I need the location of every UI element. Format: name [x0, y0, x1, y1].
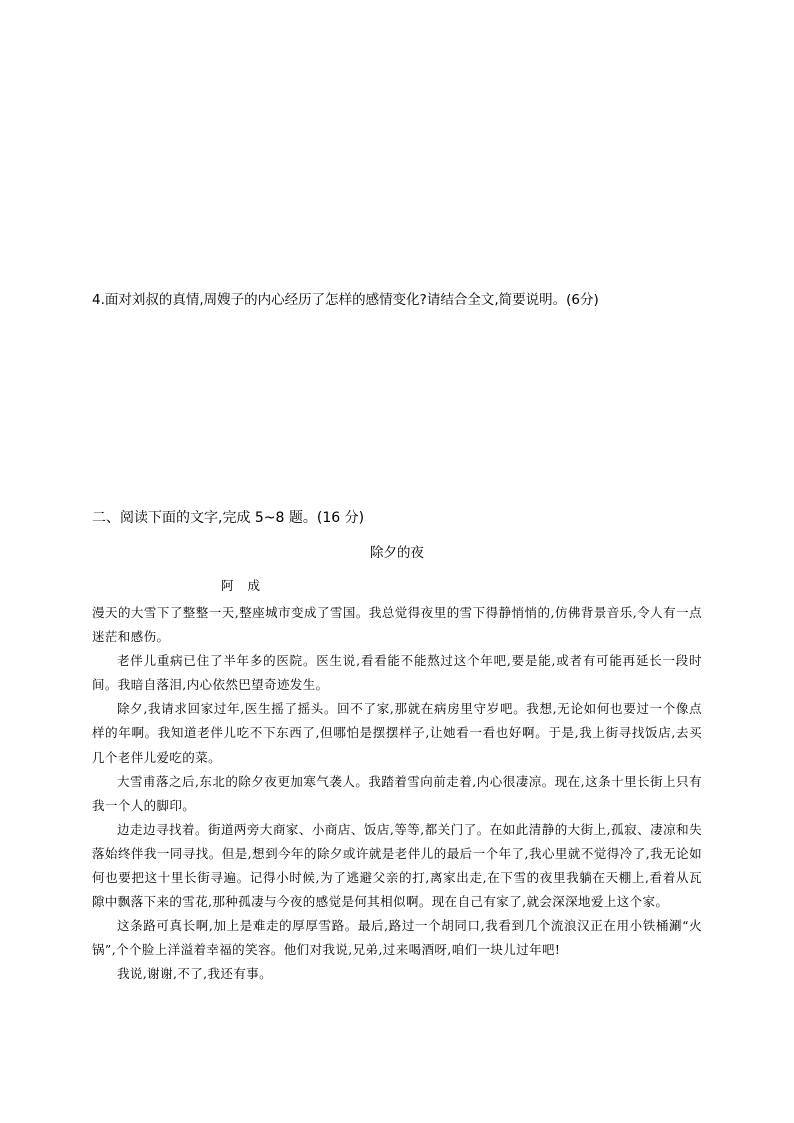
- paragraph: 老伴儿重病已住了半年多的医院。医生说,看看能不能熬过这个年吧,要是能,或者有可能再延长一段时间。我暗自落泪,内心依然巴望奇迹发生。: [92, 653, 702, 693]
- question-4: 4.面对刘叔的真情,周嫂子的内心经历了怎样的感情变化?请结合全文,简要说明。(6分): [92, 292, 599, 308]
- paragraph: 大雪甫落之后,东北的除夕夜更加寒气袭人。我踏着雪向前走着,内心很凄凉。现在,这条十里长街上只有我一个人的脚印。: [92, 773, 702, 813]
- paragraph: 除夕,我请求回家过年,医生摇了摇头。回不了家,那就在病房里守岁吧。我想,无论如何也要过一个像点样的年啊。我知道老伴儿吃不下东西了,但哪怕是摆摆样子,让她看一看也好啊。于是,我上街寻找饭店,去买几个老伴儿爱吃的菜。: [92, 701, 702, 765]
- paragraph: 这条路可真长啊,加上是难走的厚厚雪路。最后,路过一个胡同口,我看到几个流浪汉正在用小铁桶涮“火锅”,个个脸上洋溢着幸福的笑容。他们对我说,兄弟,过来喝酒呀,咱们一块儿过年吧!: [92, 918, 702, 958]
- paragraph: 我说,谢谢,不了,我还有事。: [117, 966, 273, 982]
- paragraph: 漫天的大雪下了整整一天,整座城市变成了雪国。我总觉得夜里的雪下得静悄悄的,仿佛背景音乐,令人有一点迷茫和感伤。: [92, 605, 702, 645]
- paragraph: 边走边寻找着。街道两旁大商家、小商店、饭店,等等,都关门了。在如此清静的大街上,孤寂、凄凉和失落始终伴我一同寻找。但是,想到今年的除夕或许就是老伴儿的最后一个年了,我心里就不觉得冷了,我无论如何也要把这十里长街寻遍。记得小时候,为了逃避父亲的打,离家出走,在下雪的夜里我躺在天棚上,看着从瓦隙中飘落下来的雪花,那种孤凄与今夜的感觉是何其相似啊。现在自己有家了,就会深深地爱上这个家。: [92, 821, 702, 910]
- article-author: 阿成: [221, 578, 275, 593]
- article-title: 除夕的夜: [370, 545, 424, 561]
- article-body: [92, 601, 702, 987]
- section-2-heading: 二、阅读下面的文字,完成 5~8 题。(16 分): [92, 510, 365, 526]
